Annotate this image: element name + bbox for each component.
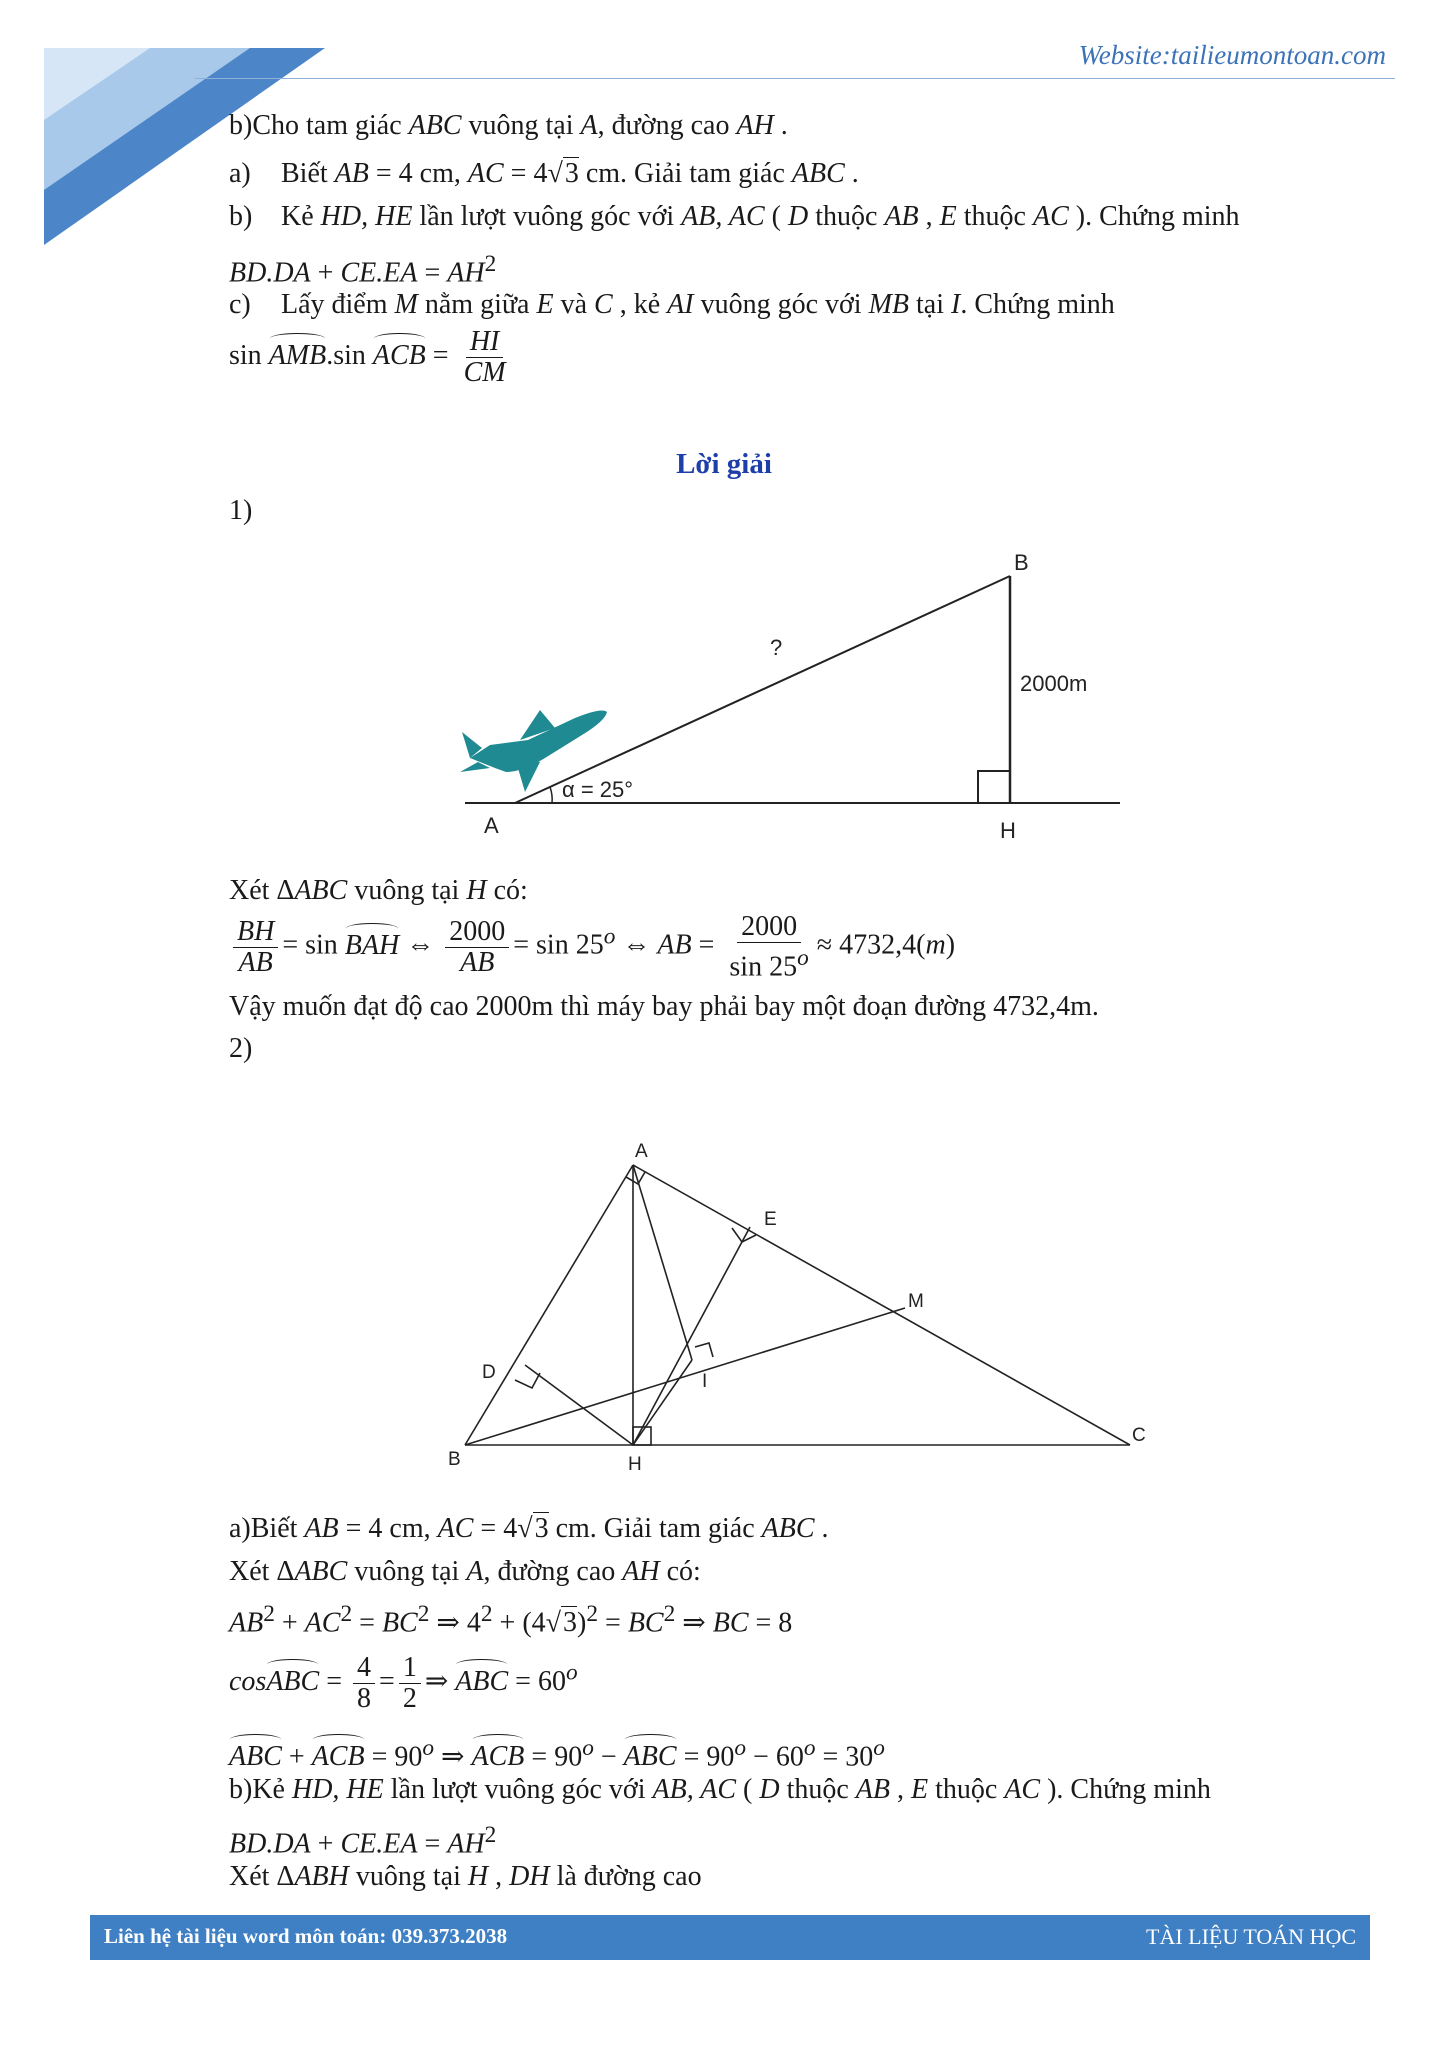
solution-part2b-formula: $BD.DA + CE.EA = AH^2$ (229, 1822, 497, 1860)
problem-part-c: c) Lấy điểm M nằm giữa E và C , kẻ AI vuông góc với MB tại I. Chứng minh (229, 289, 1115, 320)
solution-part2a-line1: Xét ΔABC vuông tại A, đường cao AH có: (229, 1556, 701, 1587)
solution-part2b-line1: Xét ΔABH vuông tại H , DH là đường cao (229, 1861, 702, 1892)
fig2-label-d: D (482, 1362, 496, 1383)
problem-part-c-formula: sin AMB.sin ACB = $\frac{HI}{CM}$ (229, 326, 506, 388)
fig2-label-c: C (1132, 1425, 1146, 1446)
problem-part-a: a) Biết AB = 4 cm, AC = 4√3 cm. Giải tam giác ABC . (229, 158, 859, 189)
solution-part2a-formula1: $AB^2 + AC^2 = BC^2$ ⇒ $4^2 + (4√3)^2 = BC^2$ ⇒ BC = 8 (229, 1601, 793, 1639)
problem-part-b: b) Kẻ HD, HE lần lượt vuông góc với AB, AC ( D thuộc AB , E thuộc AC ). Chứng minh (229, 201, 1240, 232)
solution-part1-line1: Xét ΔABC vuông tại H có: (229, 875, 528, 906)
header-divider (195, 78, 1395, 79)
fig1-label-h: H (1000, 818, 1016, 843)
footer-bar (90, 1915, 1370, 1960)
fig2-label-m: M (908, 1291, 924, 1312)
problem-part-b-formula: $BD.DA + CE.EA = AH^2$ (229, 251, 497, 289)
fig1-label-a: A (484, 813, 499, 838)
solution-title: Lời giải (676, 448, 772, 480)
solution-part2b-title: b)Kẻ HD, HE lần lượt vuông góc với AB, AC ( D thuộc AB , E thuộc AC ). Chứng minh (229, 1774, 1211, 1805)
solution-part2a-formula3: ABC + ACB = $90^o$ ⇒ ACB = $90^o$ − ABC = $90^o - 60^o = 30^o$ (229, 1735, 885, 1773)
solution-part1-conclusion: Vậy muốn đạt độ cao 2000m thì máy bay phải bay một đoạn đường 4732,4m. (229, 991, 1099, 1022)
solution-part2-label: 2) (229, 1033, 253, 1064)
footer-brand: TÀI LIỆU TOÁN HỌC (1146, 1924, 1356, 1949)
website-header: Website:tailieumontoan.com (1078, 40, 1386, 70)
solution-part2a-title: a)Biết AB = 4 cm, AC = 4√3 cm. Giải tam giác ABC . (229, 1513, 829, 1544)
fig1-label-question: ? (770, 635, 783, 660)
fig2-label-i: I (702, 1371, 708, 1392)
fig2-label-a: A (635, 1141, 648, 1162)
figure-airplane-triangle (440, 540, 1140, 860)
fig2-label-b: B (448, 1449, 461, 1470)
solution-part1-formula: $\frac{BH}{AB}$ = sin BAH ⇔ $\frac{2000}{AB}$ = sin 25$^o$ ⇔ AB = $\frac{2000}{\sin 25^o}$ ≈ 4732,4(m) (229, 912, 955, 982)
fig2-label-h: H (628, 1454, 642, 1475)
fig2-label-e: E (764, 1209, 777, 1230)
solution-part2a-formula2: cosABC = $\frac{4}{8}$ = $\frac{1}{2}$ ⇒ ABC = $60^o$ (229, 1652, 578, 1714)
figure-triangle-abc (440, 1125, 1170, 1485)
problem-intro: b)Cho tam giác ABC vuông tại A, đường cao AH . (229, 110, 788, 141)
footer-contact: Liên hệ tài liệu word môn toán: 039.373.2038 (104, 1924, 508, 1948)
fig1-label-height: 2000m (1020, 671, 1088, 696)
fig1-label-b: B (1014, 550, 1029, 575)
solution-part1-label: 1) (229, 495, 253, 526)
fig1-label-angle: α = 25° (562, 777, 634, 802)
